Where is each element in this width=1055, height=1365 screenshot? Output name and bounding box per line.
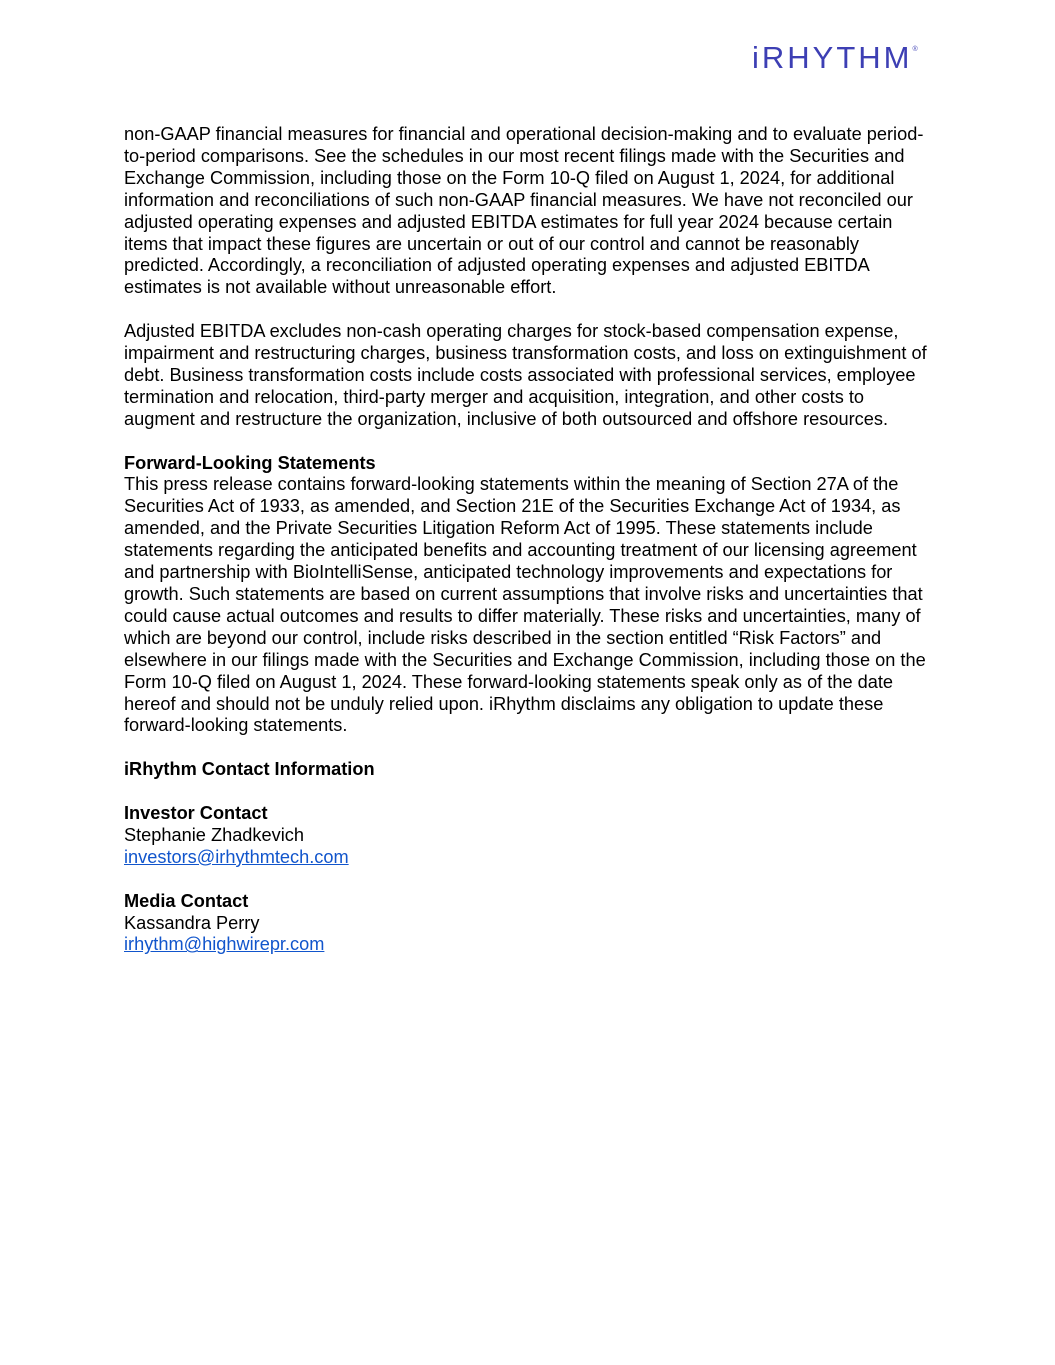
media-email-link[interactable]: irhythm@highwirepr.com [124,934,325,955]
registered-mark: ® [912,46,918,53]
forward-looking-section [124,453,934,738]
investor-contact-block [124,803,934,869]
adjusted-ebitda-paragraph: Adjusted EBITDA excludes non-cash operating charges for stock-based compensation expense, impairment and restructuring charges, business transformation costs, and loss on extinguishment of debt. Business transformation costs include costs associated with professional services, employee termination and relocation, third-party merger and acquisition, integration, and other costs to augment and restructure the organization, inclusive of both outsourced and offshore resources. [124,321,927,429]
forward-looking-heading: Forward-Looking Statements [124,452,376,473]
investor-contact-name: Stephanie Zhadkevich [124,824,304,845]
media-contact-block [124,891,934,957]
document-body [124,124,934,978]
irhythm-logo [752,40,918,76]
contact-info-heading: iRhythm Contact Information [124,759,375,780]
contact-heading [124,759,934,781]
forward-looking-body: This press release contains forward-looking statements within the meaning of Section 27A of the Securities Act of 1933, as amended, and Section 21E of the Securities Exchange Act of 1934, as amended, and the Private Securities Litigation Reform Act of 1995. These statements include statements regarding the anticipated benefits and accounting treatment of our licensing agreement and partnership with BioIntelliSense, anticipated technology improvements and expectations for growth. Such statements are based on current assumptions that involve risks and uncertainties that could cause actual outcomes and results to differ materially. These risks and uncertainties, many of which are beyond our control, include risks described in the section entitled “Risk Factors” and elsewhere in our filings made with the Securities and Exchange Commission, including those on the Form 10-Q filed on August 1, 2024. These forward-looking statements speak only as of the date hereof and should not be unduly relied upon. iRhythm disclaims any obligation to update these forward-looking statements. [124,474,926,736]
media-contact-label: Media Contact [124,890,249,911]
investor-contact-label: Investor Contact [124,803,268,824]
media-contact-name: Kassandra Perry [124,912,260,933]
logo-text: iRHYTHM [752,40,913,75]
non-gaap-paragraph: non-GAAP financial measures for financial and operational decision-making and to evaluate period-to-period comparisons. See the schedules in our most recent filings made with the Securities and Exchange Commission, including those on the Form 10-Q filed on August 1, 2024, for additional information and reconciliations of such non-GAAP financial measures. We have not reconciled our adjusted operating expenses and adjusted EBITDA estimates for full year 2024 because certain items that impact these figures are uncertain or out of our control and cannot be reasonably predicted. Accordingly, a reconciliation of adjusted operating expenses and adjusted EBITDA estimates is not available without unreasonable effort. [124,124,924,298]
investor-email-link[interactable]: investors@irhythmtech.com [124,846,349,867]
